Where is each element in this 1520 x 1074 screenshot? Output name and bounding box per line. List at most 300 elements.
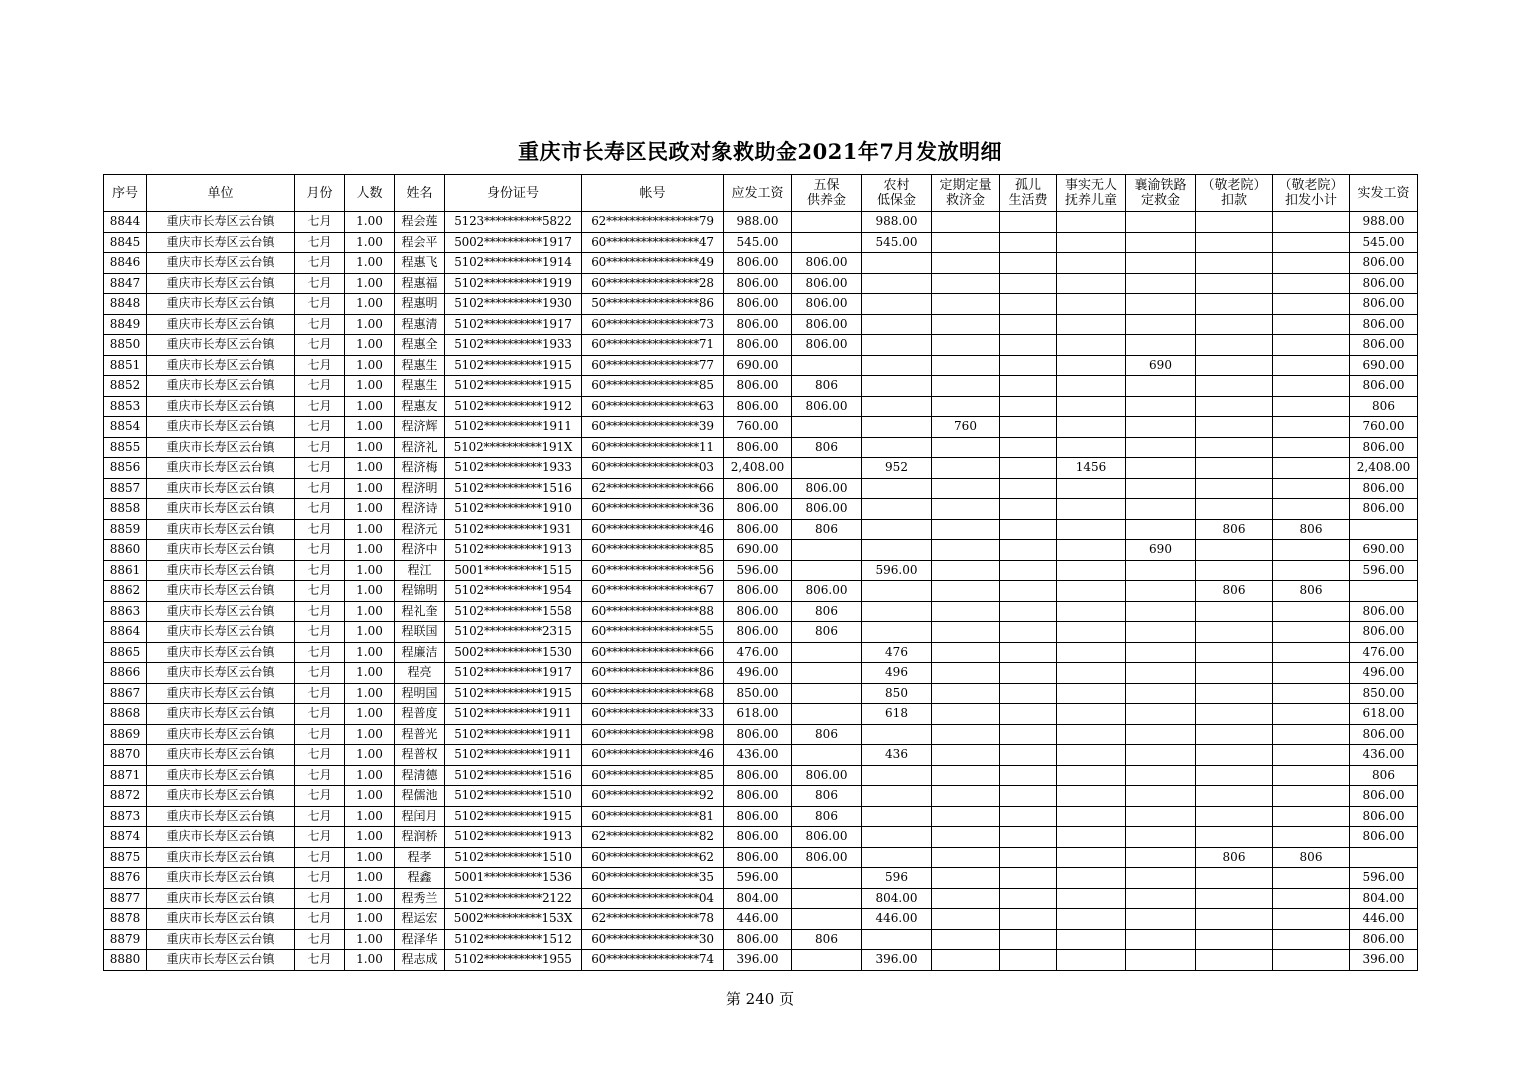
table-cell xyxy=(932,396,1000,417)
table-cell: 重庆市长寿区云台镇 xyxy=(147,827,295,848)
table-cell xyxy=(1057,786,1126,807)
page-title: 重庆市长寿区民政对象救助金2021年7月发放明细 xyxy=(517,139,1003,164)
table-cell xyxy=(792,704,862,725)
table-cell: 七月 xyxy=(295,827,345,848)
table-cell: 程济礼 xyxy=(395,437,445,458)
table-cell: 8871 xyxy=(104,765,147,786)
table-cell xyxy=(862,519,932,540)
table-row xyxy=(104,847,1418,868)
table-cell xyxy=(1126,458,1196,479)
table-cell xyxy=(1273,683,1350,704)
table-cell: 806.00 xyxy=(792,499,862,520)
table-cell xyxy=(792,950,862,971)
table-cell xyxy=(932,376,1000,397)
table-cell: 806.00 xyxy=(1350,437,1418,458)
table-cell: 760.00 xyxy=(724,417,792,438)
table-cell: 程济辉 xyxy=(395,417,445,438)
table-cell: 60****************92 xyxy=(582,786,724,807)
table-cell xyxy=(1126,335,1196,356)
table-cell xyxy=(862,253,932,274)
table-cell: 七月 xyxy=(295,642,345,663)
table-cell xyxy=(1057,888,1126,909)
table-cell xyxy=(1057,827,1126,848)
table-cell xyxy=(932,601,1000,622)
table-cell: 七月 xyxy=(295,437,345,458)
table-cell xyxy=(1000,888,1057,909)
table-cell: 596.00 xyxy=(1350,560,1418,581)
table-cell xyxy=(1196,499,1273,520)
table-cell xyxy=(932,478,1000,499)
table-cell: 七月 xyxy=(295,745,345,766)
table-cell: 程惠生 xyxy=(395,355,445,376)
table-cell: 60****************85 xyxy=(582,540,724,561)
table-cell xyxy=(932,335,1000,356)
table-cell xyxy=(862,499,932,520)
column-header: （敬老院） 扣发小计 xyxy=(1273,175,1350,212)
table-cell: 程惠明 xyxy=(395,294,445,315)
table-cell: 396.00 xyxy=(724,950,792,971)
table-row xyxy=(104,683,1418,704)
table-cell: 1.00 xyxy=(345,806,395,827)
table-cell xyxy=(1126,765,1196,786)
table-cell xyxy=(1000,724,1057,745)
table-cell: 60****************11 xyxy=(582,437,724,458)
table-cell xyxy=(1057,909,1126,930)
table-cell xyxy=(1273,765,1350,786)
table-cell: 806.00 xyxy=(724,581,792,602)
column-header: 定期定量 救济金 xyxy=(932,175,1000,212)
table-cell: 806.00 xyxy=(724,294,792,315)
table-cell xyxy=(1273,499,1350,520)
table-cell: 5102**********1954 xyxy=(445,581,582,602)
table-cell: 程普权 xyxy=(395,745,445,766)
table-cell xyxy=(1273,929,1350,950)
table-cell xyxy=(1000,847,1057,868)
table-cell: 1.00 xyxy=(345,745,395,766)
table-cell: 60****************88 xyxy=(582,601,724,622)
table-cell: 程惠全 xyxy=(395,335,445,356)
table-cell xyxy=(862,806,932,827)
table-cell: 806.00 xyxy=(1350,724,1418,745)
table-cell: 1.00 xyxy=(345,847,395,868)
table-cell: 8852 xyxy=(104,376,147,397)
table-cell: 程惠友 xyxy=(395,396,445,417)
table-cell xyxy=(1000,704,1057,725)
table-cell: 806.00 xyxy=(792,847,862,868)
table-cell: 8863 xyxy=(104,601,147,622)
table-cell: 850.00 xyxy=(724,683,792,704)
table-cell xyxy=(932,663,1000,684)
table-cell: 952 xyxy=(862,458,932,479)
table-cell xyxy=(932,560,1000,581)
header-row xyxy=(104,175,1418,212)
table-cell: 806 xyxy=(792,929,862,950)
table-cell: 806.00 xyxy=(724,765,792,786)
table-cell xyxy=(1126,745,1196,766)
table-cell: 8865 xyxy=(104,642,147,663)
table-cell: 2,408.00 xyxy=(1350,458,1418,479)
table-cell xyxy=(1273,806,1350,827)
table-row xyxy=(104,273,1418,294)
table-cell: 806.00 xyxy=(724,376,792,397)
table-cell xyxy=(1196,335,1273,356)
table-cell: 1.00 xyxy=(345,827,395,848)
table-cell: 重庆市长寿区云台镇 xyxy=(147,683,295,704)
table-cell: 496 xyxy=(862,663,932,684)
table-cell: 5102**********1911 xyxy=(445,745,582,766)
table-cell: 程会莲 xyxy=(395,212,445,233)
table-cell: 60****************35 xyxy=(582,868,724,889)
table-cell: 806.00 xyxy=(1350,273,1418,294)
table-cell: 七月 xyxy=(295,847,345,868)
table-cell: 8855 xyxy=(104,437,147,458)
table-cell: 5102**********1915 xyxy=(445,806,582,827)
column-header: 月份 xyxy=(295,175,345,212)
table-cell: 1.00 xyxy=(345,355,395,376)
table-cell: 806.00 xyxy=(724,724,792,745)
table-cell: 8845 xyxy=(104,232,147,253)
table-cell: 七月 xyxy=(295,786,345,807)
table-cell: 8878 xyxy=(104,909,147,930)
table-cell xyxy=(1126,253,1196,274)
table-cell xyxy=(862,540,932,561)
table-cell: 446.00 xyxy=(724,909,792,930)
table-cell: 60****************39 xyxy=(582,417,724,438)
table-cell xyxy=(1196,909,1273,930)
table-cell: 396.00 xyxy=(1350,950,1418,971)
table-cell: 七月 xyxy=(295,294,345,315)
table-cell xyxy=(1126,704,1196,725)
table-cell xyxy=(1057,683,1126,704)
table-cell xyxy=(1057,560,1126,581)
table-cell xyxy=(932,212,1000,233)
table-cell: 545.00 xyxy=(862,232,932,253)
table-cell: 5002**********1917 xyxy=(445,232,582,253)
table-cell: 程秀兰 xyxy=(395,888,445,909)
table-cell: 1.00 xyxy=(345,560,395,581)
table-cell: 5102**********1933 xyxy=(445,335,582,356)
table-cell: 程济梅 xyxy=(395,458,445,479)
table-cell xyxy=(1126,847,1196,868)
table-cell: 七月 xyxy=(295,396,345,417)
table-cell xyxy=(1000,437,1057,458)
table-cell: 程普度 xyxy=(395,704,445,725)
table-cell xyxy=(792,745,862,766)
table-cell: 8844 xyxy=(104,212,147,233)
table-cell: 1.00 xyxy=(345,704,395,725)
table-cell xyxy=(932,950,1000,971)
table-cell xyxy=(932,847,1000,868)
table-cell: 1.00 xyxy=(345,335,395,356)
column-header: 姓名 xyxy=(395,175,445,212)
table-cell xyxy=(1196,786,1273,807)
table-cell: 5002**********153X xyxy=(445,909,582,930)
table-cell xyxy=(862,314,932,335)
table-cell: 程明国 xyxy=(395,683,445,704)
table-cell xyxy=(932,437,1000,458)
table-cell xyxy=(1196,417,1273,438)
table-cell xyxy=(932,232,1000,253)
table-cell: 重庆市长寿区云台镇 xyxy=(147,273,295,294)
column-header: 实发工资 xyxy=(1350,175,1418,212)
column-header: 襄渝铁路 定救金 xyxy=(1126,175,1196,212)
table-cell: 804.00 xyxy=(1350,888,1418,909)
table-cell: 618.00 xyxy=(724,704,792,725)
table-cell xyxy=(1000,232,1057,253)
table-cell xyxy=(1126,396,1196,417)
table-cell: 重庆市长寿区云台镇 xyxy=(147,765,295,786)
table-cell xyxy=(1196,376,1273,397)
table-cell: 重庆市长寿区云台镇 xyxy=(147,519,295,540)
table-cell xyxy=(1196,806,1273,827)
table-cell: 690.00 xyxy=(724,355,792,376)
table-row xyxy=(104,724,1418,745)
table-cell xyxy=(1273,478,1350,499)
table-cell: 806.00 xyxy=(1350,253,1418,274)
table-cell: 988.00 xyxy=(1350,212,1418,233)
table-cell xyxy=(1000,396,1057,417)
table-cell: 8866 xyxy=(104,663,147,684)
table-cell xyxy=(1000,560,1057,581)
table-row xyxy=(104,212,1418,233)
table-cell xyxy=(1057,724,1126,745)
table-cell: 806.00 xyxy=(792,294,862,315)
table-cell: 七月 xyxy=(295,683,345,704)
table-cell: 1.00 xyxy=(345,601,395,622)
table-cell xyxy=(1000,376,1057,397)
table-cell: 8854 xyxy=(104,417,147,438)
table-cell xyxy=(1273,622,1350,643)
table-cell: 60****************56 xyxy=(582,560,724,581)
table-cell: 重庆市长寿区云台镇 xyxy=(147,868,295,889)
table-cell: 5102**********1512 xyxy=(445,929,582,950)
table-cell: 1.00 xyxy=(345,622,395,643)
table-cell: 806.00 xyxy=(724,786,792,807)
table-cell xyxy=(862,601,932,622)
table-cell: 8848 xyxy=(104,294,147,315)
table-cell xyxy=(792,560,862,581)
table-cell: 62****************82 xyxy=(582,827,724,848)
table-cell: 8867 xyxy=(104,683,147,704)
table-cell: 5102**********1917 xyxy=(445,314,582,335)
table-cell: 806.00 xyxy=(724,519,792,540)
table-cell: 806.00 xyxy=(1350,929,1418,950)
table-cell: 806.00 xyxy=(724,335,792,356)
table-cell xyxy=(1196,888,1273,909)
table-cell: 690.00 xyxy=(724,540,792,561)
table-cell: 8857 xyxy=(104,478,147,499)
table-cell: 5001**********1536 xyxy=(445,868,582,889)
table-cell: 806 xyxy=(1196,519,1273,540)
table-row xyxy=(104,950,1418,971)
table-cell xyxy=(1000,417,1057,438)
table-cell: 5102**********1510 xyxy=(445,847,582,868)
table-cell: 806.00 xyxy=(724,437,792,458)
table-cell: 988.00 xyxy=(724,212,792,233)
table-cell xyxy=(792,909,862,930)
table-cell xyxy=(932,888,1000,909)
table-cell xyxy=(1126,909,1196,930)
table-cell: 8874 xyxy=(104,827,147,848)
table-cell xyxy=(932,273,1000,294)
table-cell xyxy=(1273,355,1350,376)
table-cell: 七月 xyxy=(295,806,345,827)
table-cell: 重庆市长寿区云台镇 xyxy=(147,601,295,622)
table-cell: 重庆市长寿区云台镇 xyxy=(147,704,295,725)
table-cell xyxy=(1273,560,1350,581)
table-cell: 436.00 xyxy=(724,745,792,766)
table-cell: 七月 xyxy=(295,478,345,499)
table-cell: 60****************62 xyxy=(582,847,724,868)
table-cell xyxy=(792,642,862,663)
table-cell: 重庆市长寿区云台镇 xyxy=(147,847,295,868)
table-cell: 618 xyxy=(862,704,932,725)
table-cell: 60****************67 xyxy=(582,581,724,602)
table-cell xyxy=(862,581,932,602)
table-row xyxy=(104,314,1418,335)
relief-table xyxy=(103,174,1418,971)
table-cell xyxy=(1057,663,1126,684)
table-cell xyxy=(1196,929,1273,950)
table-cell: 60****************04 xyxy=(582,888,724,909)
table-cell xyxy=(1057,540,1126,561)
table-cell: 8879 xyxy=(104,929,147,950)
table-cell: 5102**********1911 xyxy=(445,417,582,438)
table-cell xyxy=(932,724,1000,745)
table-cell: 690.00 xyxy=(1350,540,1418,561)
table-cell: 重庆市长寿区云台镇 xyxy=(147,314,295,335)
table-row xyxy=(104,335,1418,356)
table-cell: 5102**********1915 xyxy=(445,683,582,704)
table-cell: 程鑫 xyxy=(395,868,445,889)
table-cell xyxy=(1273,888,1350,909)
table-cell xyxy=(932,581,1000,602)
table-cell xyxy=(1000,683,1057,704)
table-cell: 1.00 xyxy=(345,478,395,499)
table-cell xyxy=(1057,704,1126,725)
table-cell: 8864 xyxy=(104,622,147,643)
table-cell: 596.00 xyxy=(862,560,932,581)
table-cell: 重庆市长寿区云台镇 xyxy=(147,581,295,602)
table-cell: 1.00 xyxy=(345,314,395,335)
table-cell: 806.00 xyxy=(1350,827,1418,848)
table-cell: 60****************30 xyxy=(582,929,724,950)
table-cell: 5102**********1919 xyxy=(445,273,582,294)
table-cell: 重庆市长寿区云台镇 xyxy=(147,478,295,499)
table-row xyxy=(104,786,1418,807)
table-cell xyxy=(862,622,932,643)
table-cell: 1.00 xyxy=(345,683,395,704)
table-cell xyxy=(1126,437,1196,458)
table-row xyxy=(104,294,1418,315)
table-cell: 程泽华 xyxy=(395,929,445,950)
table-cell: 程孝 xyxy=(395,847,445,868)
table-row xyxy=(104,232,1418,253)
table-cell xyxy=(1126,827,1196,848)
table-cell xyxy=(1057,929,1126,950)
table-cell xyxy=(1000,478,1057,499)
table-cell xyxy=(932,253,1000,274)
table-cell xyxy=(1000,273,1057,294)
table-cell xyxy=(1126,683,1196,704)
table-cell: 程廉洁 xyxy=(395,642,445,663)
table-cell: 重庆市长寿区云台镇 xyxy=(147,253,295,274)
column-header: 农村 低保金 xyxy=(862,175,932,212)
table-cell: 806.00 xyxy=(724,827,792,848)
table-cell: 5102**********1917 xyxy=(445,663,582,684)
table-row xyxy=(104,663,1418,684)
table-cell xyxy=(1000,499,1057,520)
table-cell xyxy=(1057,396,1126,417)
table-cell: 62****************66 xyxy=(582,478,724,499)
table-cell xyxy=(932,765,1000,786)
table-cell: 8851 xyxy=(104,355,147,376)
table-cell xyxy=(1273,437,1350,458)
table-cell: 1.00 xyxy=(345,499,395,520)
table-cell: 8846 xyxy=(104,253,147,274)
table-cell xyxy=(1273,909,1350,930)
table-cell xyxy=(932,786,1000,807)
table-cell: 1.00 xyxy=(345,581,395,602)
table-cell xyxy=(1126,232,1196,253)
table-cell: 程济明 xyxy=(395,478,445,499)
table-cell xyxy=(1350,847,1418,868)
table-cell: 1.00 xyxy=(345,232,395,253)
table-cell: 806.00 xyxy=(792,273,862,294)
table-cell xyxy=(1273,232,1350,253)
table-cell xyxy=(1057,642,1126,663)
table-cell xyxy=(1057,519,1126,540)
table-cell: 690 xyxy=(1126,355,1196,376)
table-cell: 806.00 xyxy=(1350,499,1418,520)
table-cell xyxy=(1000,212,1057,233)
table-cell xyxy=(1000,786,1057,807)
table-cell: 七月 xyxy=(295,581,345,602)
table-cell xyxy=(1000,355,1057,376)
table-cell xyxy=(932,642,1000,663)
table-cell: 1.00 xyxy=(345,868,395,889)
table-cell: 806 xyxy=(1273,581,1350,602)
table-cell: 806.00 xyxy=(1350,335,1418,356)
table-cell xyxy=(932,622,1000,643)
table-cell xyxy=(1196,683,1273,704)
table-cell: 七月 xyxy=(295,888,345,909)
column-header: 孤儿 生活费 xyxy=(1000,175,1057,212)
table-cell: 806 xyxy=(1196,847,1273,868)
table-cell: 七月 xyxy=(295,212,345,233)
table-cell: 806.00 xyxy=(1350,478,1418,499)
table-cell xyxy=(932,745,1000,766)
table-cell xyxy=(1196,478,1273,499)
table-cell xyxy=(1196,294,1273,315)
table-cell: 5123**********5822 xyxy=(445,212,582,233)
table-cell xyxy=(1196,622,1273,643)
table-cell: 重庆市长寿区云台镇 xyxy=(147,663,295,684)
table-cell xyxy=(1000,335,1057,356)
table-row xyxy=(104,745,1418,766)
table-row xyxy=(104,499,1418,520)
table-cell: 806.00 xyxy=(792,765,862,786)
table-row xyxy=(104,827,1418,848)
table-cell xyxy=(862,724,932,745)
table-cell: 1.00 xyxy=(345,253,395,274)
table-cell xyxy=(1273,724,1350,745)
table-cell xyxy=(862,847,932,868)
table-cell: 8880 xyxy=(104,950,147,971)
table-cell xyxy=(792,663,862,684)
table-cell xyxy=(1000,314,1057,335)
table-cell xyxy=(792,458,862,479)
